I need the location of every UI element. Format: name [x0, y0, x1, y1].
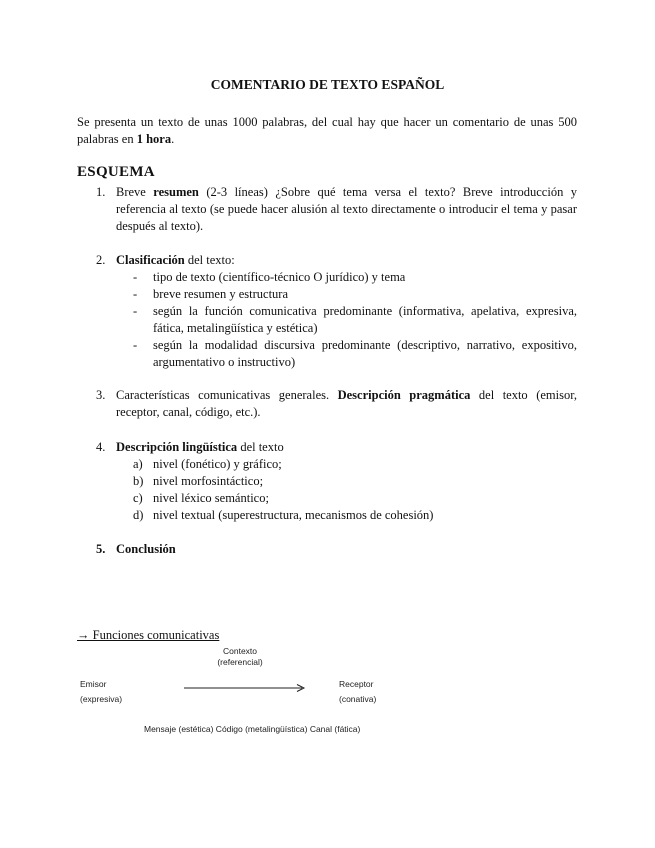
classification-list: [116, 269, 577, 371]
intro-end: .: [171, 132, 175, 146]
list-item-text: nivel (fonético) y gráfico;: [153, 457, 282, 471]
list-item-text: nivel textual (superestructura, mecanismos de cohesión): [153, 508, 434, 522]
diagram-sender: [80, 679, 122, 705]
intro-duration: 1 hora: [136, 132, 172, 146]
list-item: [116, 456, 577, 473]
item-text: del texto:: [184, 253, 235, 267]
list-letter: c): [133, 491, 143, 505]
diagram-context: [216, 646, 264, 668]
item-body: [116, 184, 577, 235]
item-keyword: resumen: [153, 185, 199, 199]
scheme-item-5: [96, 541, 577, 558]
context-function: (referencial): [217, 657, 263, 667]
dash-mark: -: [133, 304, 138, 318]
dash-mark: -: [133, 338, 138, 352]
list-item: [116, 286, 577, 303]
arrow-icon: [184, 683, 308, 693]
intro-text: Se presenta un texto de unas 1000 palabras, del cual hay que hacer un comentario de unas 500 palabras en: [77, 115, 577, 146]
scheme-heading: ESQUEMA: [77, 164, 155, 180]
item-number: 1.: [96, 185, 106, 199]
list-item: [116, 490, 577, 507]
item-text: Breve: [116, 185, 154, 199]
item-body: [116, 439, 577, 524]
item-body: [116, 387, 577, 421]
sender-label: Emisor: [80, 679, 107, 689]
receiver-label: Receptor: [339, 679, 374, 689]
item-keyword: Conclusión: [116, 542, 176, 556]
list-item-text: tipo de texto (científico-técnico O jurídico) y tema: [153, 270, 406, 284]
list-item: [116, 337, 577, 371]
item-keyword: Descripción pragmática: [337, 388, 471, 402]
item-text: del texto: [237, 440, 284, 454]
dash-mark: -: [133, 287, 138, 301]
item-number: 4.: [96, 440, 106, 454]
scheme-item-2: [96, 252, 577, 371]
item-number: 5.: [96, 542, 106, 556]
list-letter: d): [133, 508, 144, 522]
diagram-receiver: [339, 679, 376, 705]
context-label: Contexto: [222, 646, 258, 656]
item-body: [116, 541, 577, 558]
receiver-function: (conativa): [339, 694, 377, 704]
item-keyword: Clasificación: [116, 253, 185, 267]
list-item-text: breve resumen y estructura: [153, 287, 289, 301]
scheme-item-3: [96, 387, 577, 421]
item-number: 3.: [96, 388, 106, 402]
item-body: [116, 252, 577, 371]
diagram-title: → Funciones comunicativas: [77, 628, 220, 642]
item-keyword: Descripción lingüística: [116, 440, 238, 454]
intro-paragraph: [77, 114, 577, 148]
list-item: [116, 507, 577, 524]
linguistic-levels-list: [116, 456, 577, 524]
list-item: [116, 269, 577, 286]
list-item-text: nivel léxico semántico;: [153, 491, 269, 505]
item-number: 2.: [96, 253, 106, 267]
list-item: [116, 303, 577, 337]
scheme-item-4: [96, 439, 577, 524]
list-item-text: según la modalidad discursiva predominante (descriptivo, narrativo, expositivo, argumentativo o instructivo): [153, 338, 577, 369]
item-text: (2-3 líneas) ¿Sobre qué tema versa el texto? Breve introducción y referencia al texto (se puede hacer alusión al texto directamente o introducir el tema y pasar después al texto).: [116, 185, 577, 233]
list-item: [116, 473, 577, 490]
dash-mark: -: [133, 270, 138, 284]
item-text: del texto (emisor, receptor, canal, código, etc.).: [116, 388, 577, 419]
sender-function: (expresiva): [80, 694, 123, 704]
list-letter: b): [133, 474, 144, 488]
list-item-text: según la función comunicativa predominante (informativa, apelativa, expresiva, fática, metalingüística y estética): [153, 304, 577, 335]
item-text: Características comunicativas generales.: [116, 388, 338, 402]
page-title: COMENTARIO DE TEXTO ESPAÑOL: [210, 77, 445, 92]
diagram-bottom-line: Mensaje (estética) Código (metalingüística) Canal (fática): [144, 724, 361, 734]
list-letter: a): [133, 457, 143, 471]
list-item-text: nivel morfosintáctico;: [153, 474, 264, 488]
scheme-item-1: [96, 184, 577, 235]
